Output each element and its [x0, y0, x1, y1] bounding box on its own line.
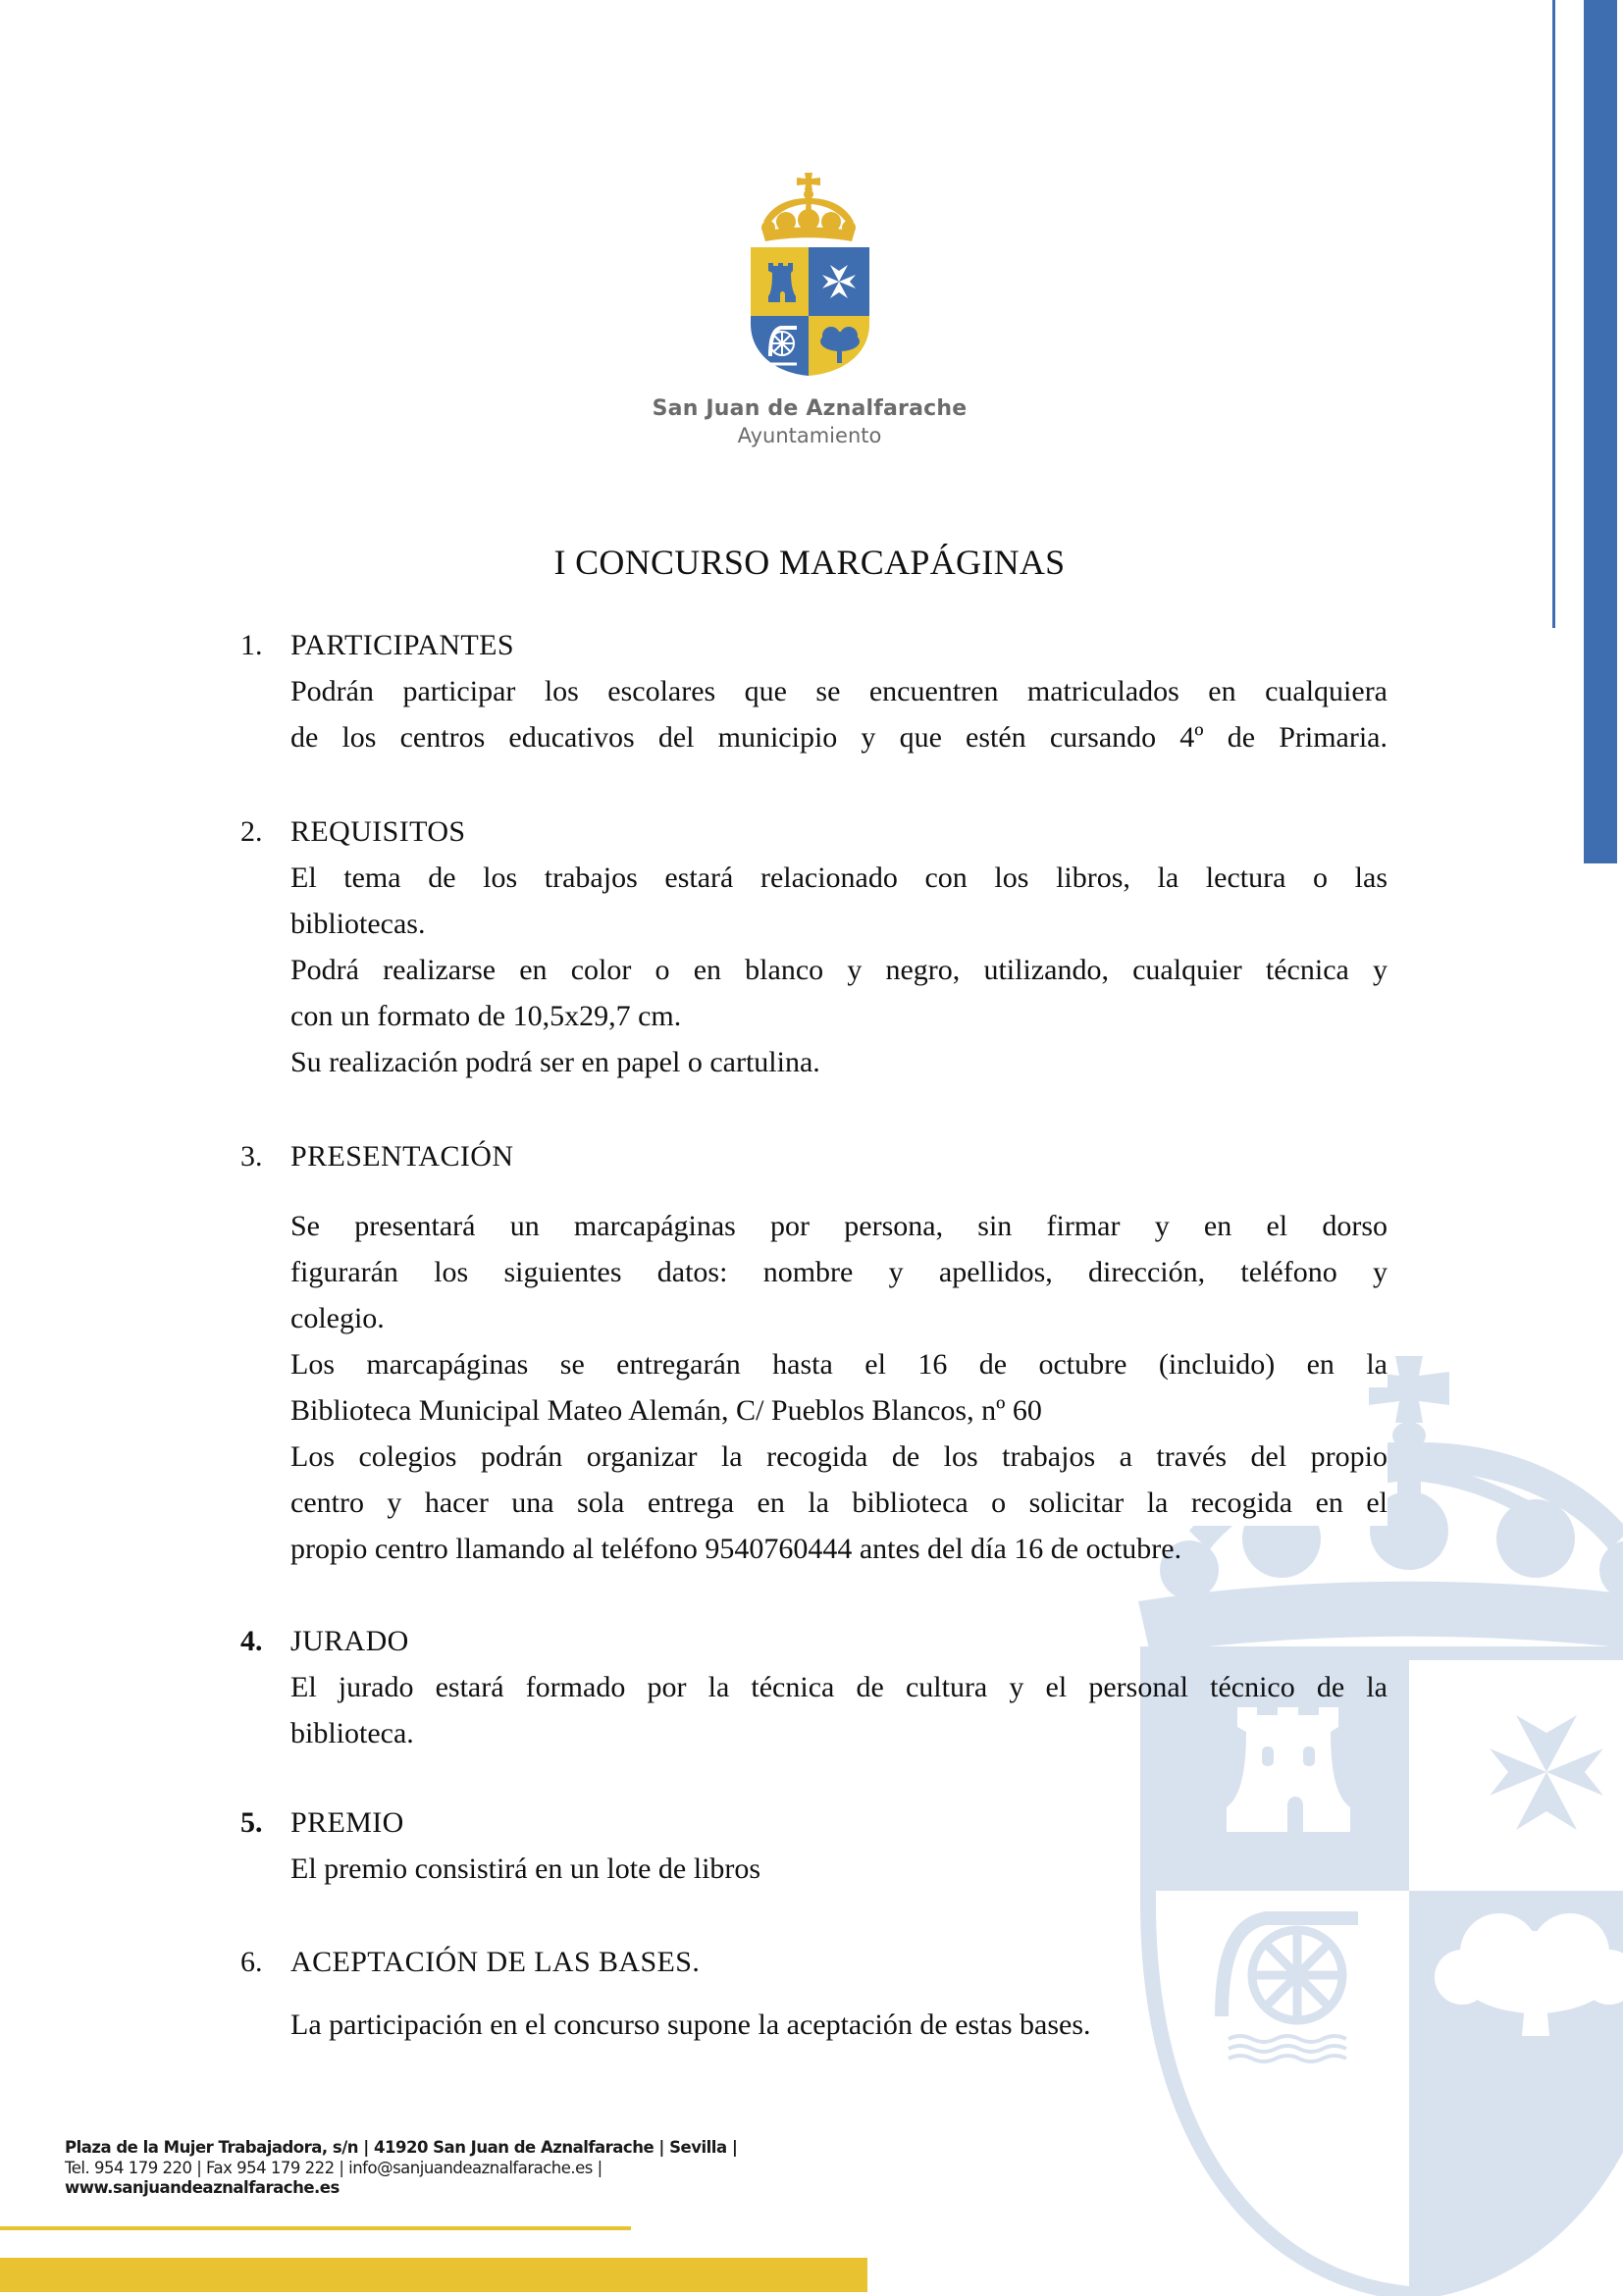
body-line: de los centros educativos del municipio y que estén cursando 4º de Primaria. — [290, 721, 1387, 754]
section-heading: PRESENTACIÓN — [290, 1133, 517, 1179]
body-line: Podrá realizarse en color o en blanco y negro, utilizando, cualquier técnica y — [290, 954, 1387, 986]
body-line: Los colegios podrán organizar la recogida de los trabajos a través del propio — [290, 1434, 1387, 1480]
section-body — [290, 2002, 1387, 2048]
section-number: 1. — [240, 629, 263, 661]
decorative-bar-wide — [1584, 0, 1617, 863]
decorative-bar-thin — [1552, 0, 1555, 628]
section-body — [290, 1664, 1387, 1756]
logo-subtitle: Ayuntamiento — [737, 424, 882, 447]
footer-website-link[interactable]: www.sanjuandeaznalfarache.es — [65, 2178, 340, 2197]
section-number: 4. — [240, 1625, 263, 1657]
section-body — [290, 1846, 1387, 1892]
shield — [751, 247, 869, 376]
municipal-coat-of-arms-logo — [746, 167, 873, 383]
body-line: centro y hacer una sola entrega en la biblioteca o solicitar la recogida en el — [290, 1480, 1387, 1526]
section-heading: PARTICIPANTES — [290, 622, 518, 668]
footer-gold-line — [0, 2226, 631, 2230]
body-line: Podrán participar los escolares que se encuentren matriculados en cualquiera — [290, 675, 1387, 707]
section-heading: ACEPTACIÓN DE LAS BASES. — [290, 1939, 704, 1985]
footer-phone-email[interactable]: Tel. 954 179 220 | Fax 954 179 222 | info@sanjuandeaznalfarache.es | — [65, 2158, 602, 2177]
body-line: figurarán los siguientes datos: nombre y apellidos, dirección, teléfono y — [290, 1249, 1387, 1295]
section-body — [290, 855, 1387, 1085]
crown-icon — [761, 173, 856, 241]
section-heading: PREMIO — [290, 1800, 408, 1846]
document-title: I CONCURSO MARCAPÁGINAS — [553, 543, 1066, 582]
section-number: 6. — [240, 1946, 263, 1978]
footer-contact — [65, 2138, 737, 2199]
section-number: 2. — [240, 815, 263, 848]
section-number: 3. — [240, 1140, 263, 1173]
section-number: 5. — [240, 1806, 263, 1839]
section-body — [290, 668, 1387, 760]
section-heading: REQUISITOS — [290, 809, 469, 855]
body-line: Su realización podrá ser en papel o cartulina. — [290, 1046, 820, 1078]
footer-address: Plaza de la Mujer Trabajadora, s/n | 41920 San Juan de Aznalfarache | Sevilla | — [65, 2138, 738, 2157]
section-body — [290, 1203, 1387, 1572]
body-line: El premio consistirá en un lote de libros — [290, 1852, 761, 1885]
body-line: Los marcapáginas se entregarán hasta el 16 de octubre (incluido) en la — [290, 1341, 1387, 1387]
body-line: La participación en el concurso supone la aceptación de estas bases. — [290, 2009, 1091, 2041]
section-heading: JURADO — [290, 1618, 413, 1664]
body-line: colegio. — [290, 1302, 385, 1334]
body-line: biblioteca. — [290, 1717, 414, 1749]
logo-municipality-name: San Juan de Aznalfarache — [652, 396, 968, 421]
body-line: El jurado estará formado por la técnica de cultura y el personal técnico de la — [290, 1671, 1387, 1703]
body-line: Biblioteca Municipal Mateo Alemán, C/ Pueblos Blancos, nº 60 — [290, 1394, 1042, 1427]
body-line: propio centro llamando al teléfono 9540760444 antes del día 16 de octubre. — [290, 1533, 1182, 1565]
body-line: con un formato de 10,5x29,7 cm. — [290, 1000, 682, 1032]
body-line: bibliotecas. — [290, 908, 426, 940]
footer-gold-bar — [0, 2258, 867, 2292]
body-line: Se presentará un marcapáginas por persona, sin firmar y en el dorso — [290, 1203, 1387, 1249]
body-line: El tema de los trabajos estará relacionado con los libros, la lectura o las — [290, 861, 1387, 894]
